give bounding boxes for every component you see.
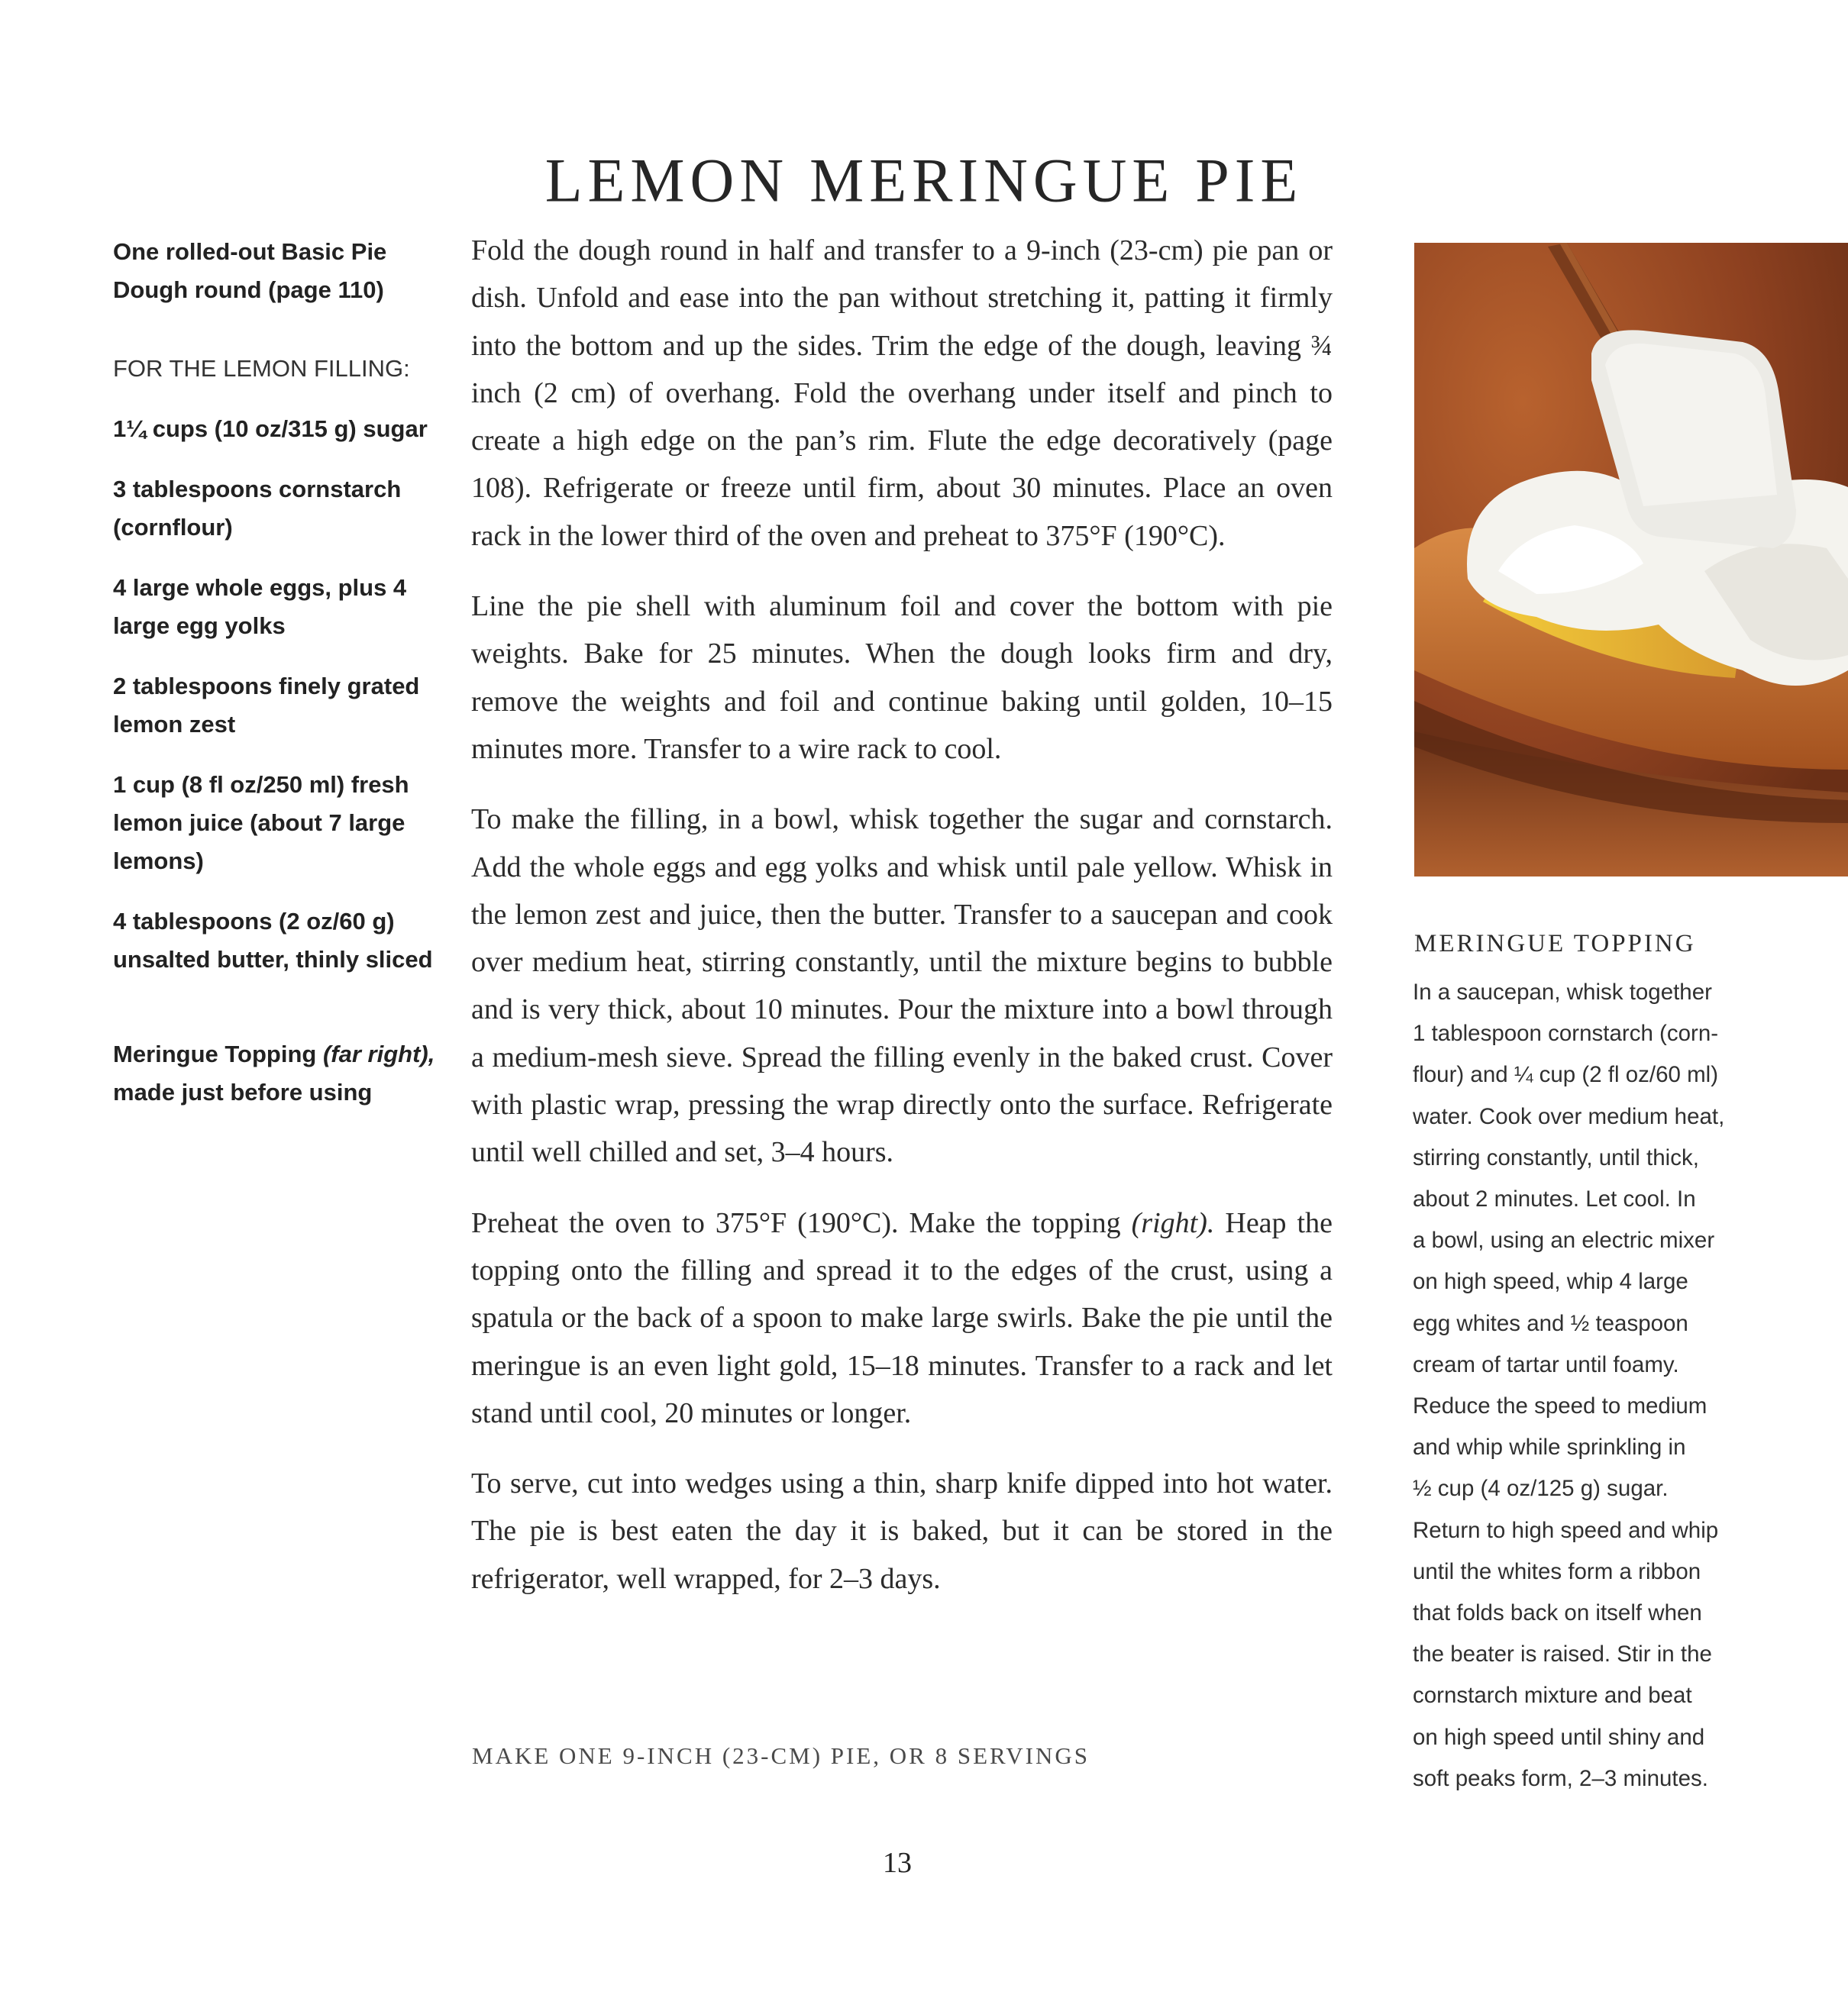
step-4-text-b: Heap the topping onto the filling and spread it to the edges of the crust, using a spatula or the back of a spoon to make large swirls. Bake the pie until the meringue is an even light gold, 15–18 minutes. Transfer to a rack and let stand until cool, 20 minutes or longer. bbox=[471, 1206, 1333, 1429]
spacer bbox=[113, 331, 441, 350]
sidebar-line: the beater is raised. Stir in the bbox=[1413, 1642, 1712, 1667]
sidebar-line: soft peaks form, 2–3 minutes. bbox=[1413, 1765, 1708, 1791]
sidebar-line: Return to high speed and whip bbox=[1413, 1517, 1719, 1543]
pie-photo bbox=[1414, 243, 1848, 876]
topping-note: made just before using bbox=[113, 1079, 373, 1106]
sidebar-line: and whip while sprinkling in bbox=[1413, 1435, 1686, 1461]
recipe-yield: MAKE ONE 9-INCH (23-CM) PIE, OR 8 SERVINGS bbox=[472, 1742, 1090, 1769]
instructions bbox=[471, 227, 1333, 1625]
ingredient-eggs: 4 large whole eggs, plus 4 large egg yolks bbox=[113, 574, 407, 639]
sidebar-line: cream of tartar until foamy. bbox=[1413, 1351, 1679, 1377]
sidebar-line: on high speed until shiny and bbox=[1413, 1724, 1705, 1750]
step-4-text-a: Preheat the oven to 375°F (190°C). Make the topping bbox=[471, 1206, 1132, 1239]
sidebar-line: water. Cook over medium heat, bbox=[1413, 1103, 1725, 1129]
sidebar-line: about 2 minutes. Let cool. In bbox=[1413, 1186, 1696, 1212]
sidebar-line: In a saucepan, whisk together bbox=[1413, 980, 1712, 1005]
instruction-step-2: Line the pie shell with aluminum foil and cover the bottom with pie weights. Bake for 25 minutes. When the dough looks firm and dry, remove the weights and foil and continue baking until golden, 10–15 minutes more. Transfer to a wire rack to cool. bbox=[471, 590, 1333, 765]
instruction-step-1: Fold the dough round in half and transfer to a 9-inch (23-cm) pie pan or dish. Unfold and ease into the pan without stretching it, patting it firmly into the bottom and up the sides. Trim the edge of the dough, leaving ¾ inch (2 cm) of overhang. Fold the overhang under itself and pinch to create a high edge on the pan’s rim. Flute the edge decoratively (page 108). Refrigerate or freeze until firm, about 30 minutes. Place an oven rack in the lower third of the oven and preheat to 375°F (190°C). bbox=[471, 234, 1333, 552]
sidebar-line: egg whites and ½ teaspoon bbox=[1413, 1310, 1688, 1336]
ingredient-lemon-zest: 2 tablespoons finely grated lemon zest bbox=[113, 673, 420, 738]
filling-heading: FOR THE LEMON FILLING: bbox=[113, 355, 410, 382]
topping-reference-right[interactable]: (right). bbox=[1131, 1206, 1215, 1239]
ingredient-sugar: 1¼ cups (10 oz/315 g) sugar bbox=[113, 415, 428, 442]
recipe-title: LEMON MERINGUE PIE bbox=[544, 146, 1304, 215]
sidebar-line: flour) and ¼ cup (2 fl oz/60 ml) bbox=[1413, 1062, 1719, 1088]
sidebar-line: 1 tablespoon cornstarch (corn- bbox=[1413, 1021, 1719, 1047]
instruction-step-4 bbox=[471, 1199, 1333, 1437]
instruction-step-3: To make the filling, in a bowl, whisk together the sugar and cornstarch. Add the whole eggs and egg yolks and whisk until pale yellow. Whisk in the lemon zest and juice, then the butter. Transfer to a saucepan and cook over medium heat, stirring constantly, until the mixture begins to bubble and is very thick, about 10 minutes. Pour the mixture into a bowl through a medium-mesh sieve. Spread the filling evenly in the baked crust. Cover with plastic wrap, pressing the wrap directly onto the surface. Refrigerate until well chilled and set, 3–4 hours. bbox=[471, 803, 1333, 1169]
meringue-pie-illustration-icon bbox=[1414, 243, 1848, 876]
sidebar-line: cornstarch mixture and beat bbox=[1413, 1683, 1692, 1709]
ingredient-butter: 4 tablespoons (2 oz/60 g) unsalted butter, thinly sliced bbox=[113, 908, 433, 973]
sidebar-line: on high speed, whip 4 large bbox=[1413, 1269, 1688, 1295]
sidebar-meringue-instructions bbox=[1413, 972, 1756, 1800]
page-number: 13 bbox=[883, 1847, 912, 1879]
ingredient-meringue-topping bbox=[113, 1035, 441, 1112]
sidebar-line: ½ cup (4 oz/125 g) sugar. bbox=[1413, 1476, 1669, 1502]
sidebar-line: stirring constantly, until thick, bbox=[1413, 1144, 1699, 1170]
ingredient-lemon-juice: 1 cup (8 fl oz/250 ml) fresh lemon juice (about 7 large lemons) bbox=[113, 771, 409, 874]
sidebar-line: until the whites form a ribbon bbox=[1413, 1558, 1701, 1584]
topping-reference-link[interactable]: (far right), bbox=[322, 1041, 435, 1067]
sidebar-line: Reduce the speed to medium bbox=[1413, 1393, 1707, 1419]
topping-label: Meringue Topping bbox=[113, 1041, 317, 1067]
ingredient-crust: One rolled-out Basic Pie Dough round (page 110) bbox=[113, 238, 387, 303]
instruction-step-5: To serve, cut into wedges using a thin, sharp knife dipped into hot water. The pie is best eaten the day it is baked, but it can be stored in the refrigerator, well wrapped, for 2–3 days. bbox=[471, 1467, 1333, 1595]
ingredients-list bbox=[113, 233, 441, 1134]
sidebar-line: that folds back on itself when bbox=[1413, 1600, 1702, 1626]
sidebar-heading: MERINGUE TOPPING bbox=[1414, 930, 1696, 957]
sidebar-line: a bowl, using an electric mixer bbox=[1413, 1228, 1715, 1254]
ingredient-cornstarch: 3 tablespoons cornstarch (cornflour) bbox=[113, 476, 402, 541]
